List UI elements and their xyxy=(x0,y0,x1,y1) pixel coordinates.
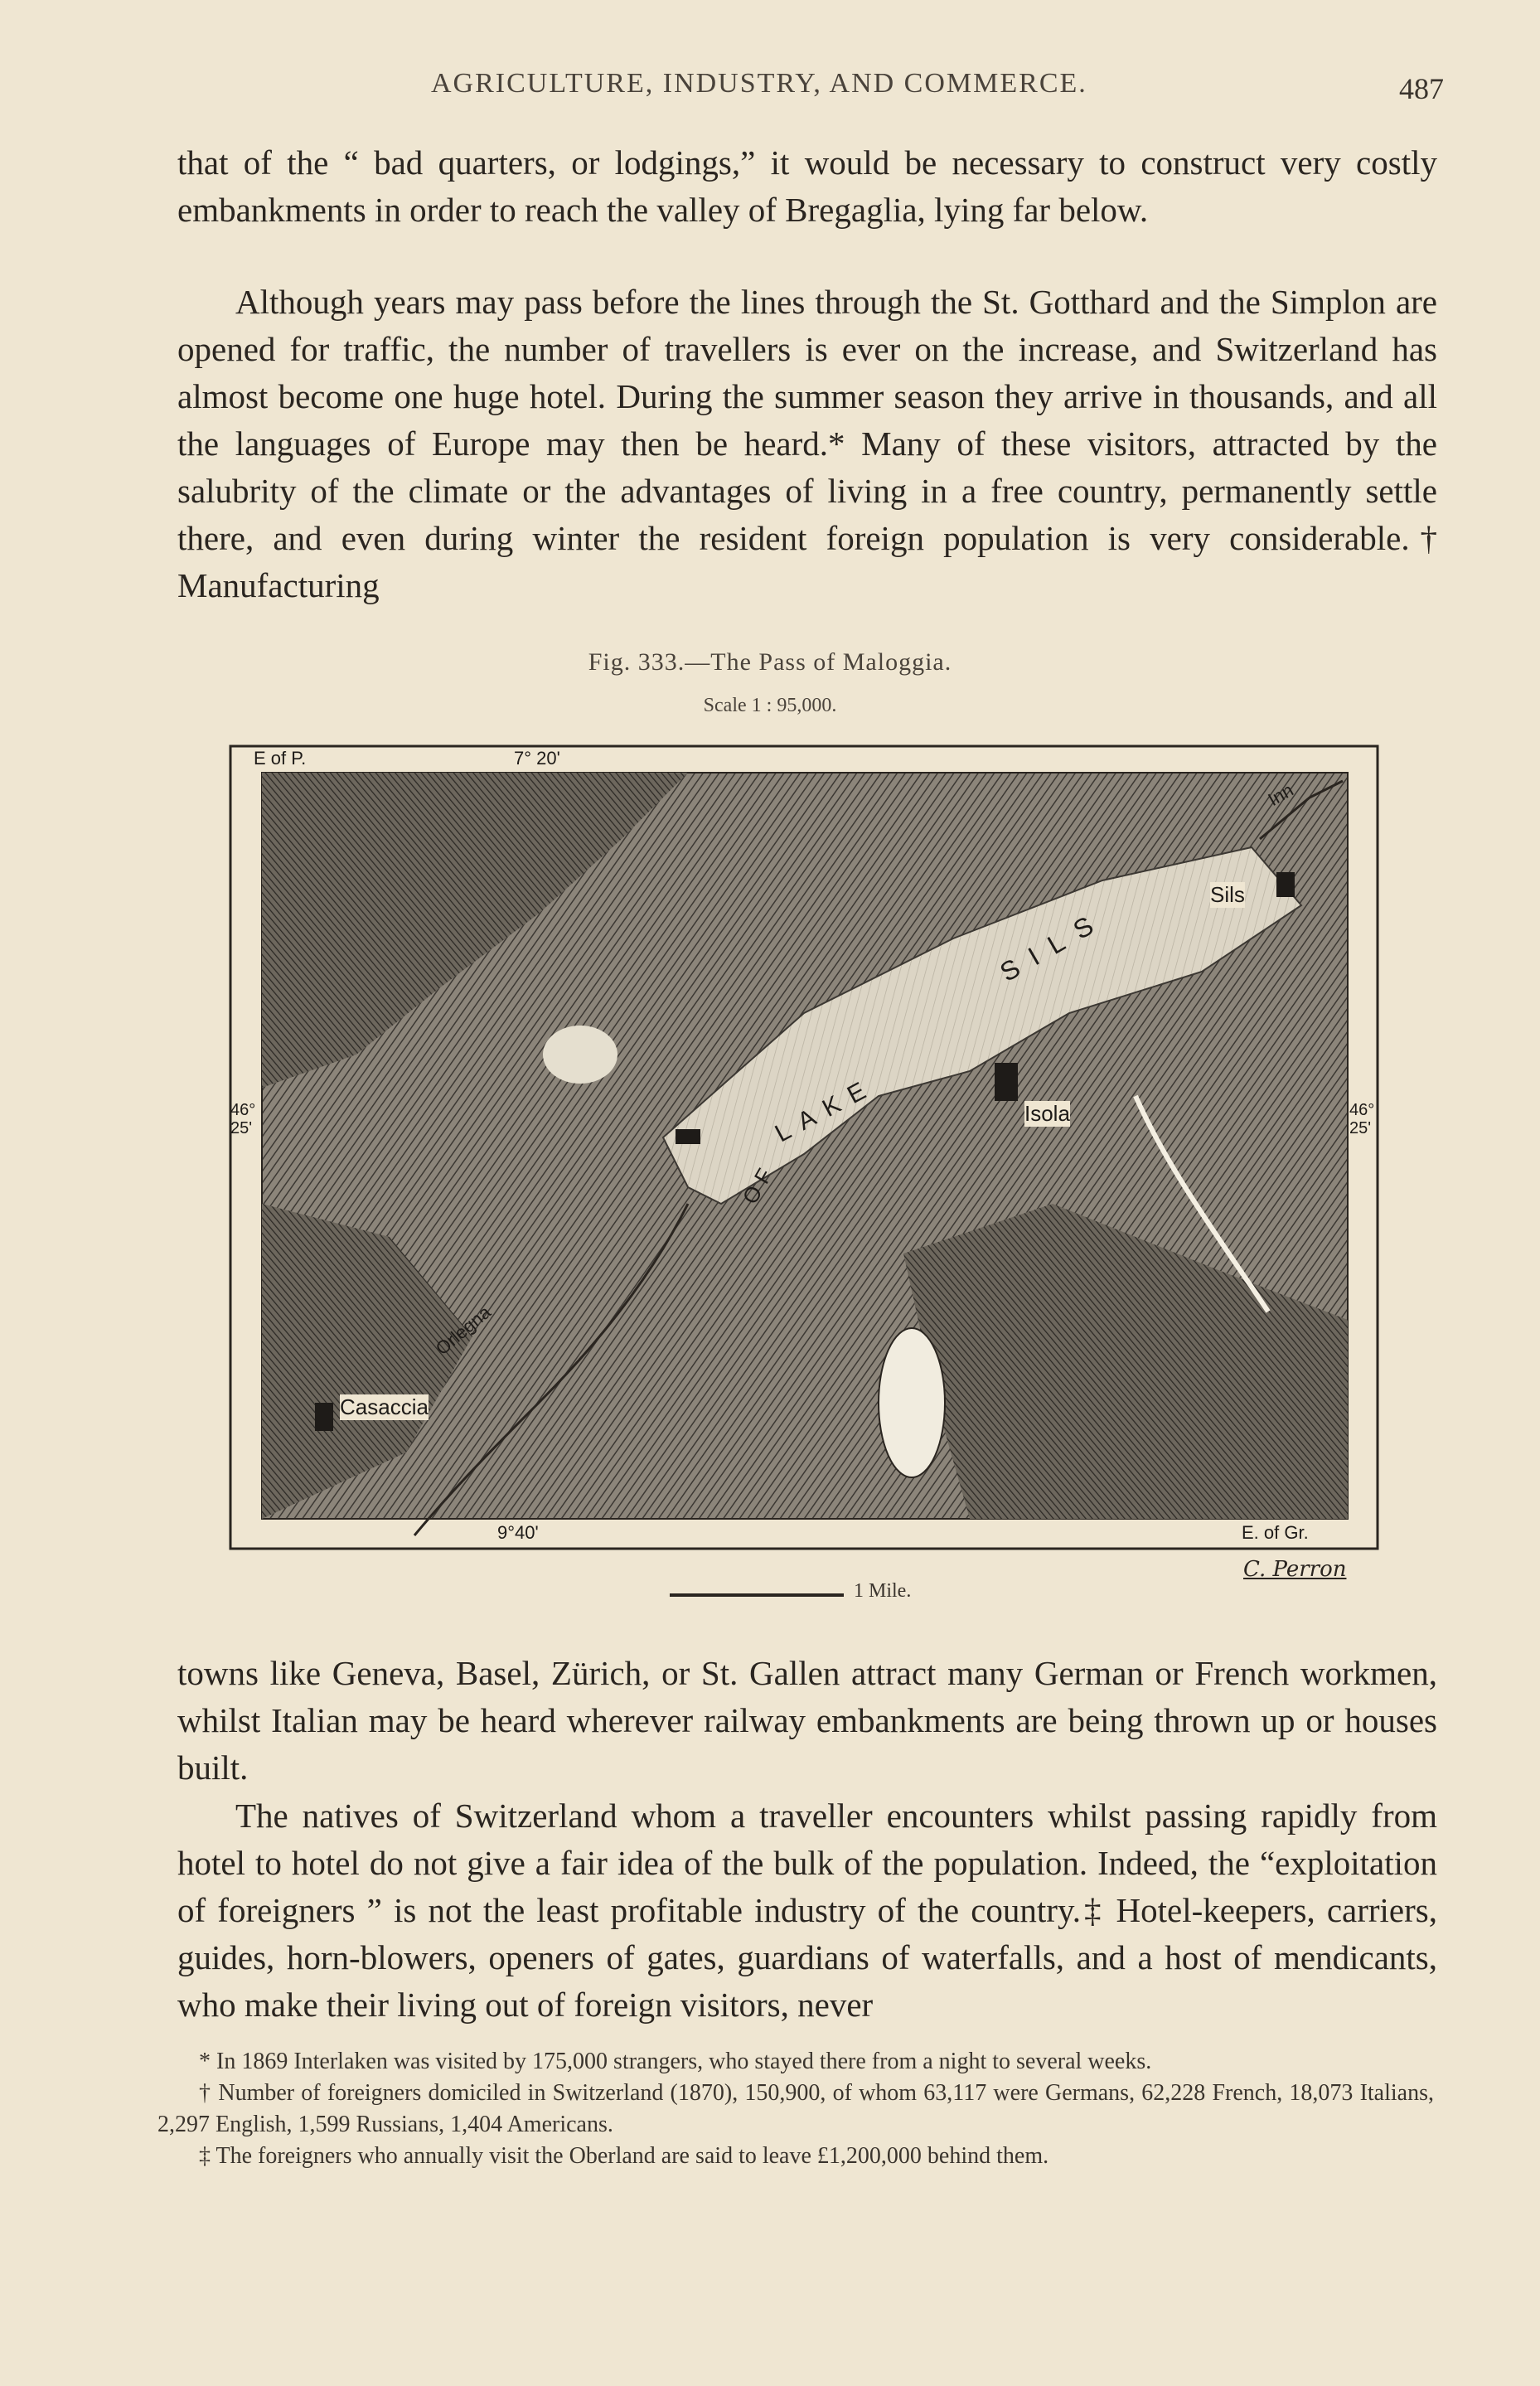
paragraph-1: that of the “ bad quarters, or lodgings,” it would be necessary to construct very costly embankments in order to reach the valley of Bregaglia, lying far below. xyxy=(177,143,1437,229)
label-sils-lake: SILS xyxy=(995,903,1111,987)
pass-of-maloggia-map xyxy=(224,740,1384,1569)
glacier-patch xyxy=(879,1328,945,1477)
label-top-longitude: 7° 20' xyxy=(514,748,560,769)
label-lat-right-min: 25' xyxy=(1349,1119,1372,1137)
label-lat-left-min: 25' xyxy=(230,1119,253,1137)
paragraph-2: Although years may pass before the lines through the St. Gotthard and the Simplon are opened for traffic, the number of travellers is ever on the increase, and Switzerland has almost become one huge hotel. During the summer season they arrive in thousands, and all the languages of Europe may then be heard.* Many of these visitors, attracted by the salubrity of the climate or the advantages of living in a free country, permanently settle there, and even during winter the resident foreign population is very considerable.† Manufacturing xyxy=(177,283,1437,604)
label-lat-left-deg: 46° xyxy=(230,1101,256,1119)
figure-caption: Fig. 333.—The Pass of Maloggia. xyxy=(588,648,952,676)
running-head: AGRICULTURE, INDUSTRY, AND COMMERCE. xyxy=(431,68,1087,99)
label-lat-right-deg: 46° xyxy=(1349,1101,1375,1119)
footnote-2: † Number of foreigners domiciled in Switzerland (1870), 150,900, of whom 63,117 were Germans, 62,228 French, 18,073 Italians, 2,297 English, 1,599 Russians, 1,404 Americans. xyxy=(157,2080,1434,2137)
scale-bar xyxy=(670,1593,844,1597)
label-orlegna: Orlegna xyxy=(431,1301,495,1360)
page-number: 487 xyxy=(1399,72,1444,105)
casaccia-settlement xyxy=(315,1403,333,1431)
paragraph-3: towns like Geneva, Basel, Zürich, or St. Gallen attract many German or French workmen, whilst Italian may be heard wherever railway embankments are being thrown up or houses built. xyxy=(177,1654,1437,1787)
label-casaccia: Casaccia xyxy=(340,1394,429,1419)
figure-scale: Scale 1 : 95,000. xyxy=(703,695,837,716)
label-lake: LAKE xyxy=(770,1071,881,1148)
label-sils: Sils xyxy=(1210,882,1245,907)
paragraph-4: The natives of Switzerland whom a traveller encounters whilst passing rapidly from hotel to hotel do not give a fair idea of the bulk of the population. Indeed, the “exploitation of foreigners ” is not the least profitable industry of the country.‡ Hotel-keepers, carriers, guides, horn-blowers, openers of gates, guardians of waterfalls, and a host of mendicants, who make their living out of foreign visitors, never xyxy=(177,1797,1437,2024)
isola-settlement xyxy=(995,1063,1018,1101)
scale-bar-label: 1 Mile. xyxy=(854,1580,912,1602)
engraver-signature: C. Perron xyxy=(1243,1557,1347,1582)
footnotes xyxy=(157,2046,1434,2172)
label-e-of-gr: E. of Gr. xyxy=(1242,1522,1309,1543)
footnote-1: * In 1869 Interlaken was visited by 175,000 strangers, who stayed there from a night to several weeks. xyxy=(199,2049,1152,2074)
label-e-of-p: E of P. xyxy=(254,748,307,769)
footnote-3: ‡ The foreigners who annually visit the Oberland are said to leave £1,200,000 behind them. xyxy=(199,2143,1049,2169)
label-inn: Inn xyxy=(1264,779,1297,811)
map-figure xyxy=(224,740,1384,1569)
maloggia-settlement xyxy=(676,1129,700,1144)
sils-settlement xyxy=(1276,872,1295,897)
light-slope xyxy=(543,1026,617,1084)
label-of: OF xyxy=(737,1158,781,1209)
label-bottom-longitude: 9°40' xyxy=(497,1522,539,1543)
label-isola: Isola xyxy=(1024,1101,1070,1126)
